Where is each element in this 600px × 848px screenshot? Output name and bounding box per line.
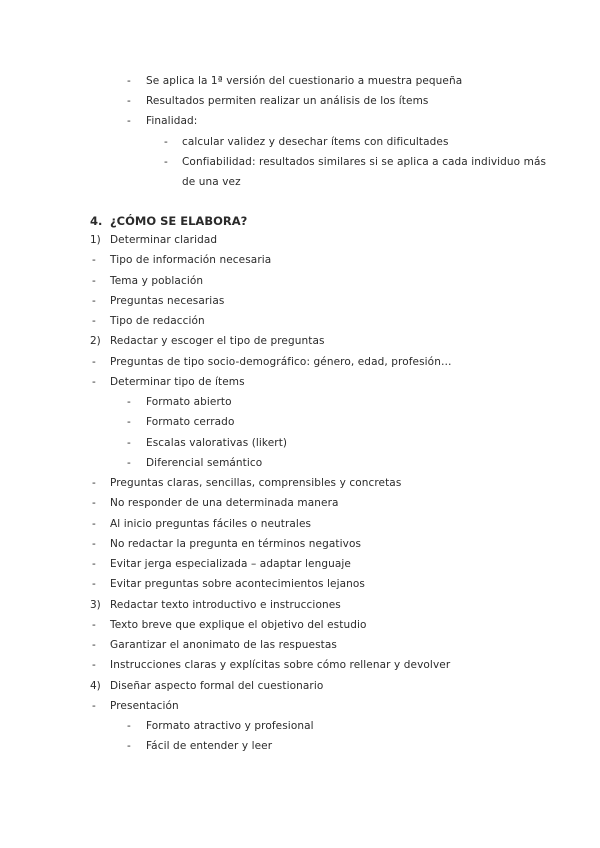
list-marker: 4) <box>90 680 101 692</box>
list-marker: - <box>92 315 96 327</box>
list-marker: - <box>127 740 131 752</box>
list-item: Preguntas claras, sencillas, comprensibles y concretas <box>110 477 402 489</box>
list-marker: - <box>92 295 96 307</box>
list-item: No responder de una determinada manera <box>110 497 339 509</box>
list-item: No redactar la pregunta en términos negativos <box>110 538 362 550</box>
list-marker: - <box>127 720 131 732</box>
list-marker: - <box>92 659 96 671</box>
list-item: Preguntas necesarias <box>110 295 225 307</box>
list-marker: - <box>164 156 168 168</box>
list-item: Confiabilidad: resultados similares si se aplica a cada individuo más <box>182 156 547 168</box>
list-item: Fácil de entender y leer <box>146 740 273 752</box>
list-marker: - <box>92 619 96 631</box>
list-item: Evitar jerga especializada – adaptar lenguaje <box>110 558 351 570</box>
list-marker: - <box>127 115 131 127</box>
list-marker: - <box>127 416 131 428</box>
list-item: Formato abierto <box>146 396 232 408</box>
list-item: Garantizar el anonimato de las respuestas <box>110 639 337 651</box>
list-item: Instrucciones claras y explícitas sobre cómo rellenar y devolver <box>110 659 451 671</box>
list-marker: - <box>127 437 131 449</box>
list-marker: - <box>164 136 168 148</box>
list-item: Escalas valorativas (likert) <box>146 437 288 449</box>
list-marker: 1) <box>90 234 101 246</box>
list-item: Diseñar aspecto formal del cuestionario <box>110 680 324 692</box>
list-item: Tipo de redacción <box>110 315 205 327</box>
list-item: Texto breve que explique el objetivo del estudio <box>110 619 367 631</box>
list-item: Evitar preguntas sobre acontecimientos lejanos <box>110 578 365 590</box>
list-item-continuation: de una vez <box>182 176 241 188</box>
list-marker: - <box>92 254 96 266</box>
list-marker: - <box>92 518 96 530</box>
list-marker: - <box>92 558 96 570</box>
list-marker: - <box>92 538 96 550</box>
list-marker: - <box>92 497 96 509</box>
list-item: Tipo de información necesaria <box>110 254 272 266</box>
list-marker: - <box>92 356 96 368</box>
list-item: Resultados permiten realizar un análisis de los ítems <box>146 95 429 107</box>
list-marker: 3) <box>90 599 101 611</box>
list-item: Redactar y escoger el tipo de preguntas <box>110 335 325 347</box>
list-item: Redactar texto introductivo e instrucciones <box>110 599 341 611</box>
list-marker: - <box>127 396 131 408</box>
list-item: Se aplica la 1ª versión del cuestionario a muestra pequeña <box>146 75 463 87</box>
list-marker: 2) <box>90 335 101 347</box>
list-marker: - <box>92 639 96 651</box>
list-item: Diferencial semántico <box>146 457 263 469</box>
list-marker: - <box>127 95 131 107</box>
list-marker: - <box>92 275 96 287</box>
section-number: 4. <box>90 214 103 228</box>
list-item: Al inicio preguntas fáciles o neutrales <box>110 518 312 530</box>
list-item: Preguntas de tipo socio-demográfico: género, edad, profesión… <box>110 356 452 368</box>
list-marker: - <box>127 457 131 469</box>
list-marker: - <box>92 477 96 489</box>
list-marker: - <box>92 578 96 590</box>
list-item: Finalidad: <box>146 115 198 127</box>
list-marker: - <box>92 700 96 712</box>
list-marker: - <box>92 376 96 388</box>
section-title: ¿CÓMO SE ELABORA? <box>110 214 248 228</box>
list-item: Formato cerrado <box>146 416 235 428</box>
list-item: Determinar tipo de ítems <box>110 376 245 388</box>
list-item: calcular validez y desechar ítems con dificultades <box>182 136 449 148</box>
list-marker: - <box>127 75 131 87</box>
list-item: Determinar claridad <box>110 234 218 246</box>
list-item: Tema y población <box>110 275 204 287</box>
list-item: Formato atractivo y profesional <box>146 720 314 732</box>
list-item: Presentación <box>110 700 179 712</box>
